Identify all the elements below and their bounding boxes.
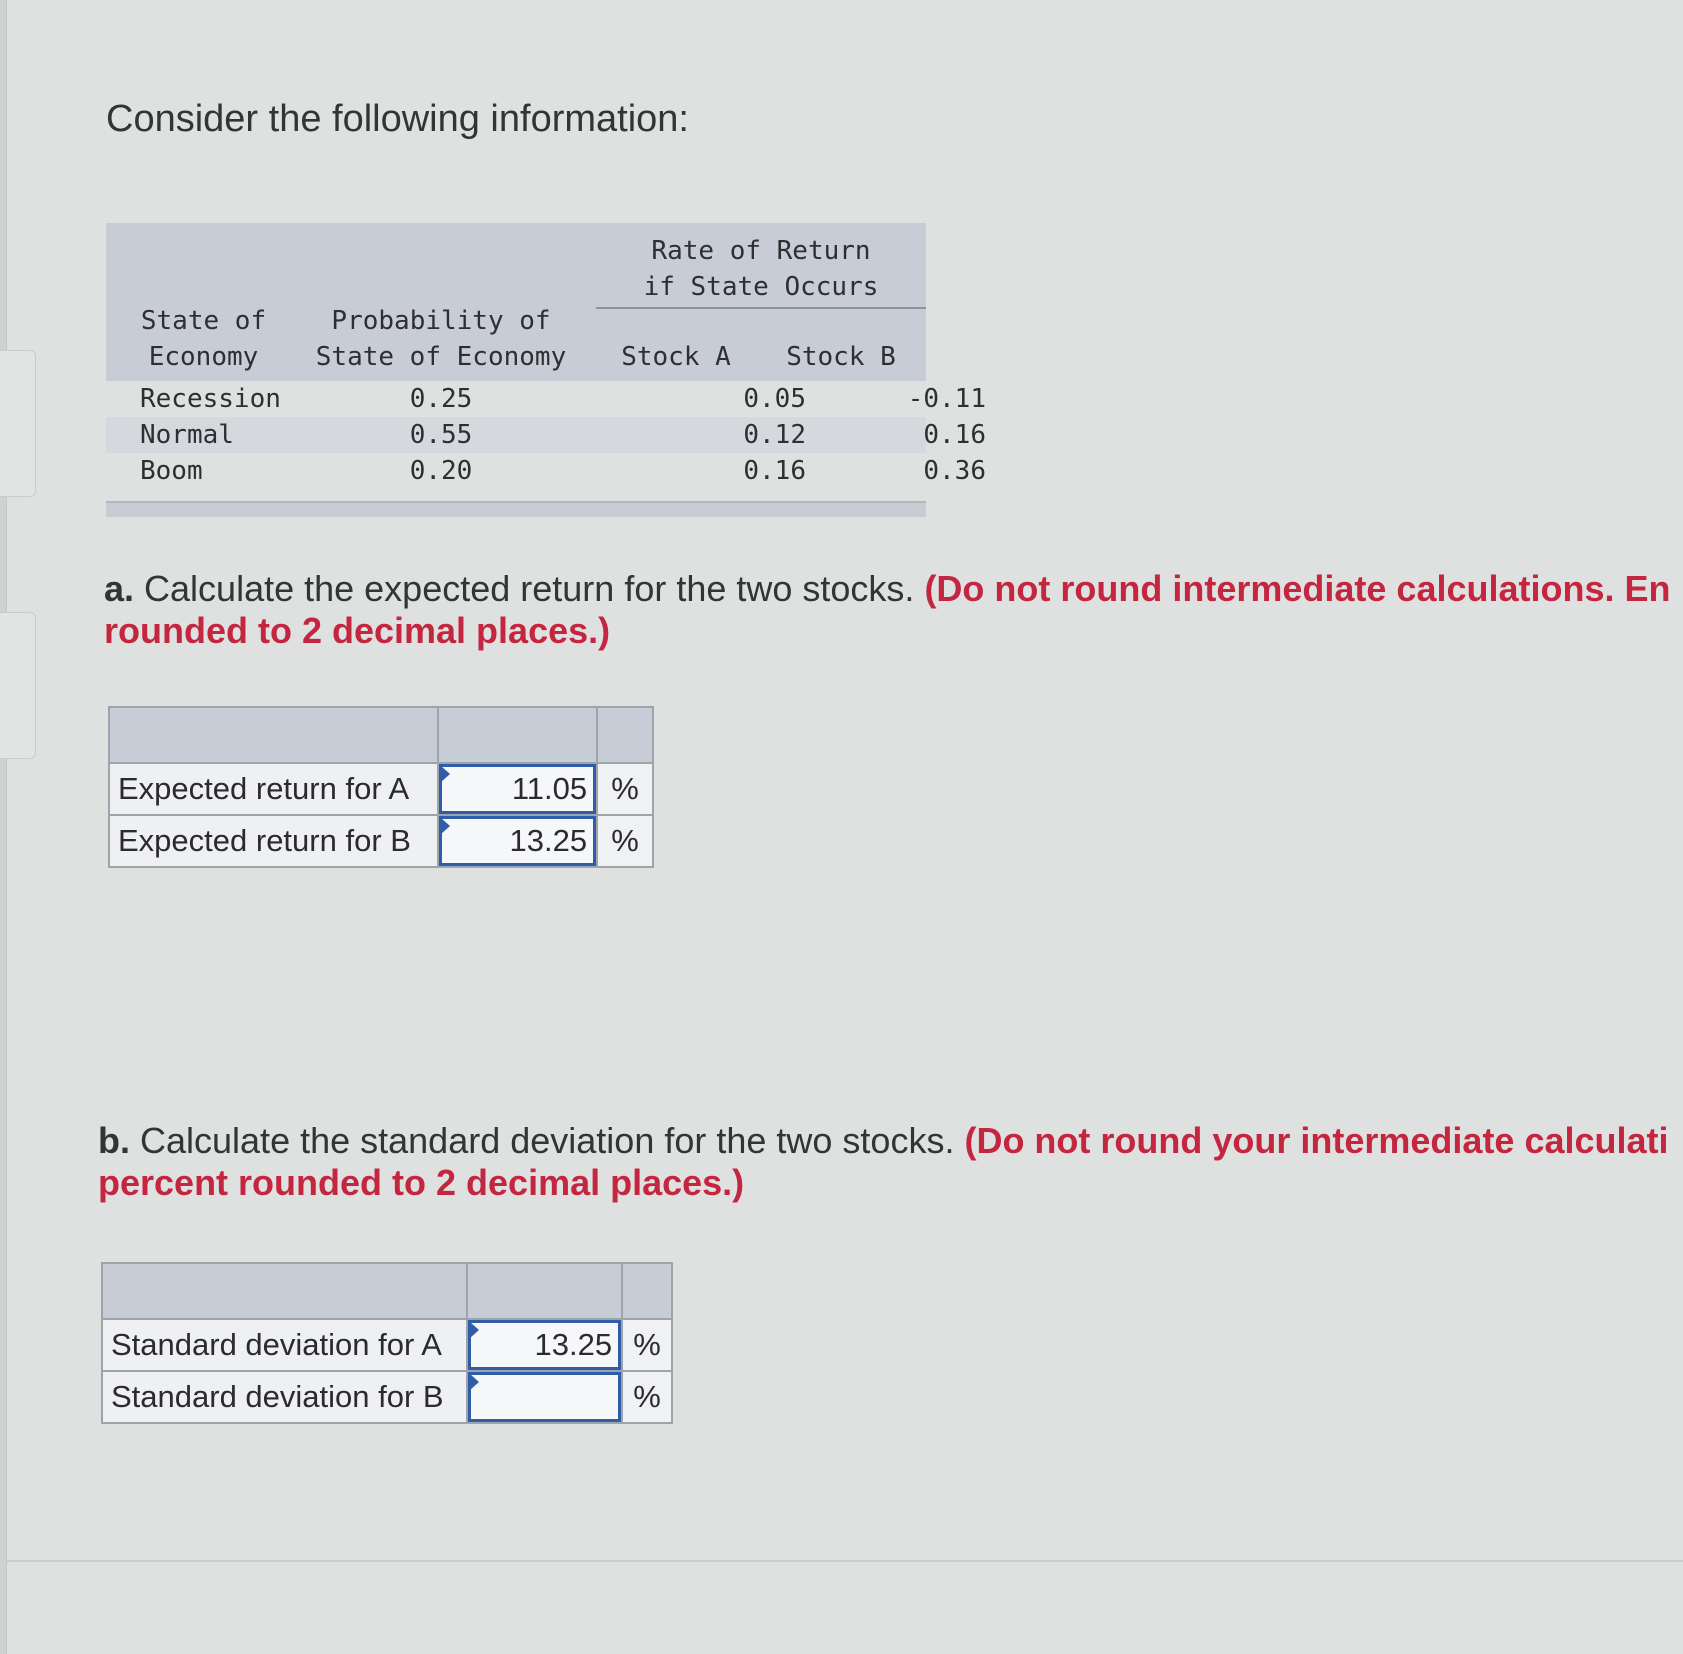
header-cell xyxy=(102,1263,467,1319)
column-header-probability: Probability of State of Economy xyxy=(315,306,567,372)
cell-stock-b: 0.16 xyxy=(923,420,986,450)
answer-label: Standard deviation for B xyxy=(102,1371,467,1423)
cell-stock-a: 0.05 xyxy=(743,384,806,414)
cell-probability: 0.55 xyxy=(409,420,473,450)
table-row xyxy=(106,381,986,417)
answer-cell xyxy=(438,763,597,815)
answer-cell xyxy=(467,1371,622,1423)
question-a-letter: a. xyxy=(104,568,135,609)
data-table-footer xyxy=(106,501,926,517)
question-b-text: Calculate the standard deviation for the two stocks. xyxy=(130,1120,965,1161)
group-header: Rate of Return if State Occurs xyxy=(643,236,879,302)
page-title: Consider the following information: xyxy=(106,98,689,140)
std-dev-a-input[interactable] xyxy=(468,1320,621,1370)
std-dev-b-input[interactable] xyxy=(468,1372,621,1422)
expected-return-b-input[interactable] xyxy=(439,816,596,866)
answer-table-header xyxy=(109,707,653,763)
side-tab[interactable] xyxy=(0,350,36,497)
table-row xyxy=(109,763,653,815)
header-cell xyxy=(438,707,597,763)
data-table xyxy=(106,223,986,517)
answer-cell xyxy=(438,815,597,867)
bottom-divider xyxy=(6,1560,1683,1562)
answer-table-header xyxy=(102,1263,672,1319)
input-marker-icon xyxy=(441,818,450,834)
cell-probability: 0.20 xyxy=(409,456,473,486)
unit-label: % xyxy=(597,815,653,867)
group-header-rule xyxy=(596,307,926,309)
column-header-state: State of Economy xyxy=(140,306,267,372)
table-row xyxy=(106,453,986,489)
question-a-text: Calculate the expected return for the two stocks. xyxy=(134,568,925,609)
question-b xyxy=(98,1120,1683,1204)
question-b-note: (Do not round your intermediate calculati xyxy=(964,1120,1669,1161)
answer-label: Expected return for A xyxy=(109,763,438,815)
cell-state: Recession xyxy=(140,384,281,414)
cell-probability: 0.25 xyxy=(409,384,473,414)
answer-table-b xyxy=(101,1262,673,1424)
cell-state: Normal xyxy=(140,420,234,450)
cell-stock-a: 0.16 xyxy=(743,456,806,486)
left-rail xyxy=(0,0,7,1654)
header-cell xyxy=(467,1263,622,1319)
cell-stock-b: 0.36 xyxy=(923,456,986,486)
header-cell xyxy=(109,707,438,763)
question-a-note-continued: rounded to 2 decimal places.) xyxy=(104,610,611,651)
cell-stock-b: -0.11 xyxy=(907,384,986,414)
table-row xyxy=(102,1319,672,1371)
cell-state: Boom xyxy=(140,456,203,486)
table-row xyxy=(106,417,986,453)
column-header-stock-a: Stock A xyxy=(621,342,731,372)
input-marker-icon xyxy=(441,766,450,782)
input-marker-icon xyxy=(470,1374,479,1390)
cell-stock-a: 0.12 xyxy=(743,420,806,450)
question-a xyxy=(104,568,1683,652)
answer-table-a xyxy=(108,706,654,868)
header-cell xyxy=(597,707,653,763)
unit-label: % xyxy=(597,763,653,815)
unit-label: % xyxy=(622,1319,672,1371)
answer-cell xyxy=(467,1319,622,1371)
unit-label: % xyxy=(622,1371,672,1423)
column-header-stock-b: Stock B xyxy=(786,342,896,372)
input-marker-icon xyxy=(470,1322,479,1338)
header-cell xyxy=(622,1263,672,1319)
table-row xyxy=(109,815,653,867)
question-b-letter: b. xyxy=(98,1120,130,1161)
answer-label: Expected return for B xyxy=(109,815,438,867)
data-table-header xyxy=(106,223,926,381)
question-a-note: (Do not round intermediate calculations. En xyxy=(924,568,1671,609)
table-row xyxy=(102,1371,672,1423)
expected-return-a-input[interactable] xyxy=(439,764,596,814)
answer-label: Standard deviation for A xyxy=(102,1319,467,1371)
side-tab[interactable] xyxy=(0,612,36,759)
question-b-note-continued: percent rounded to 2 decimal places.) xyxy=(98,1162,745,1203)
